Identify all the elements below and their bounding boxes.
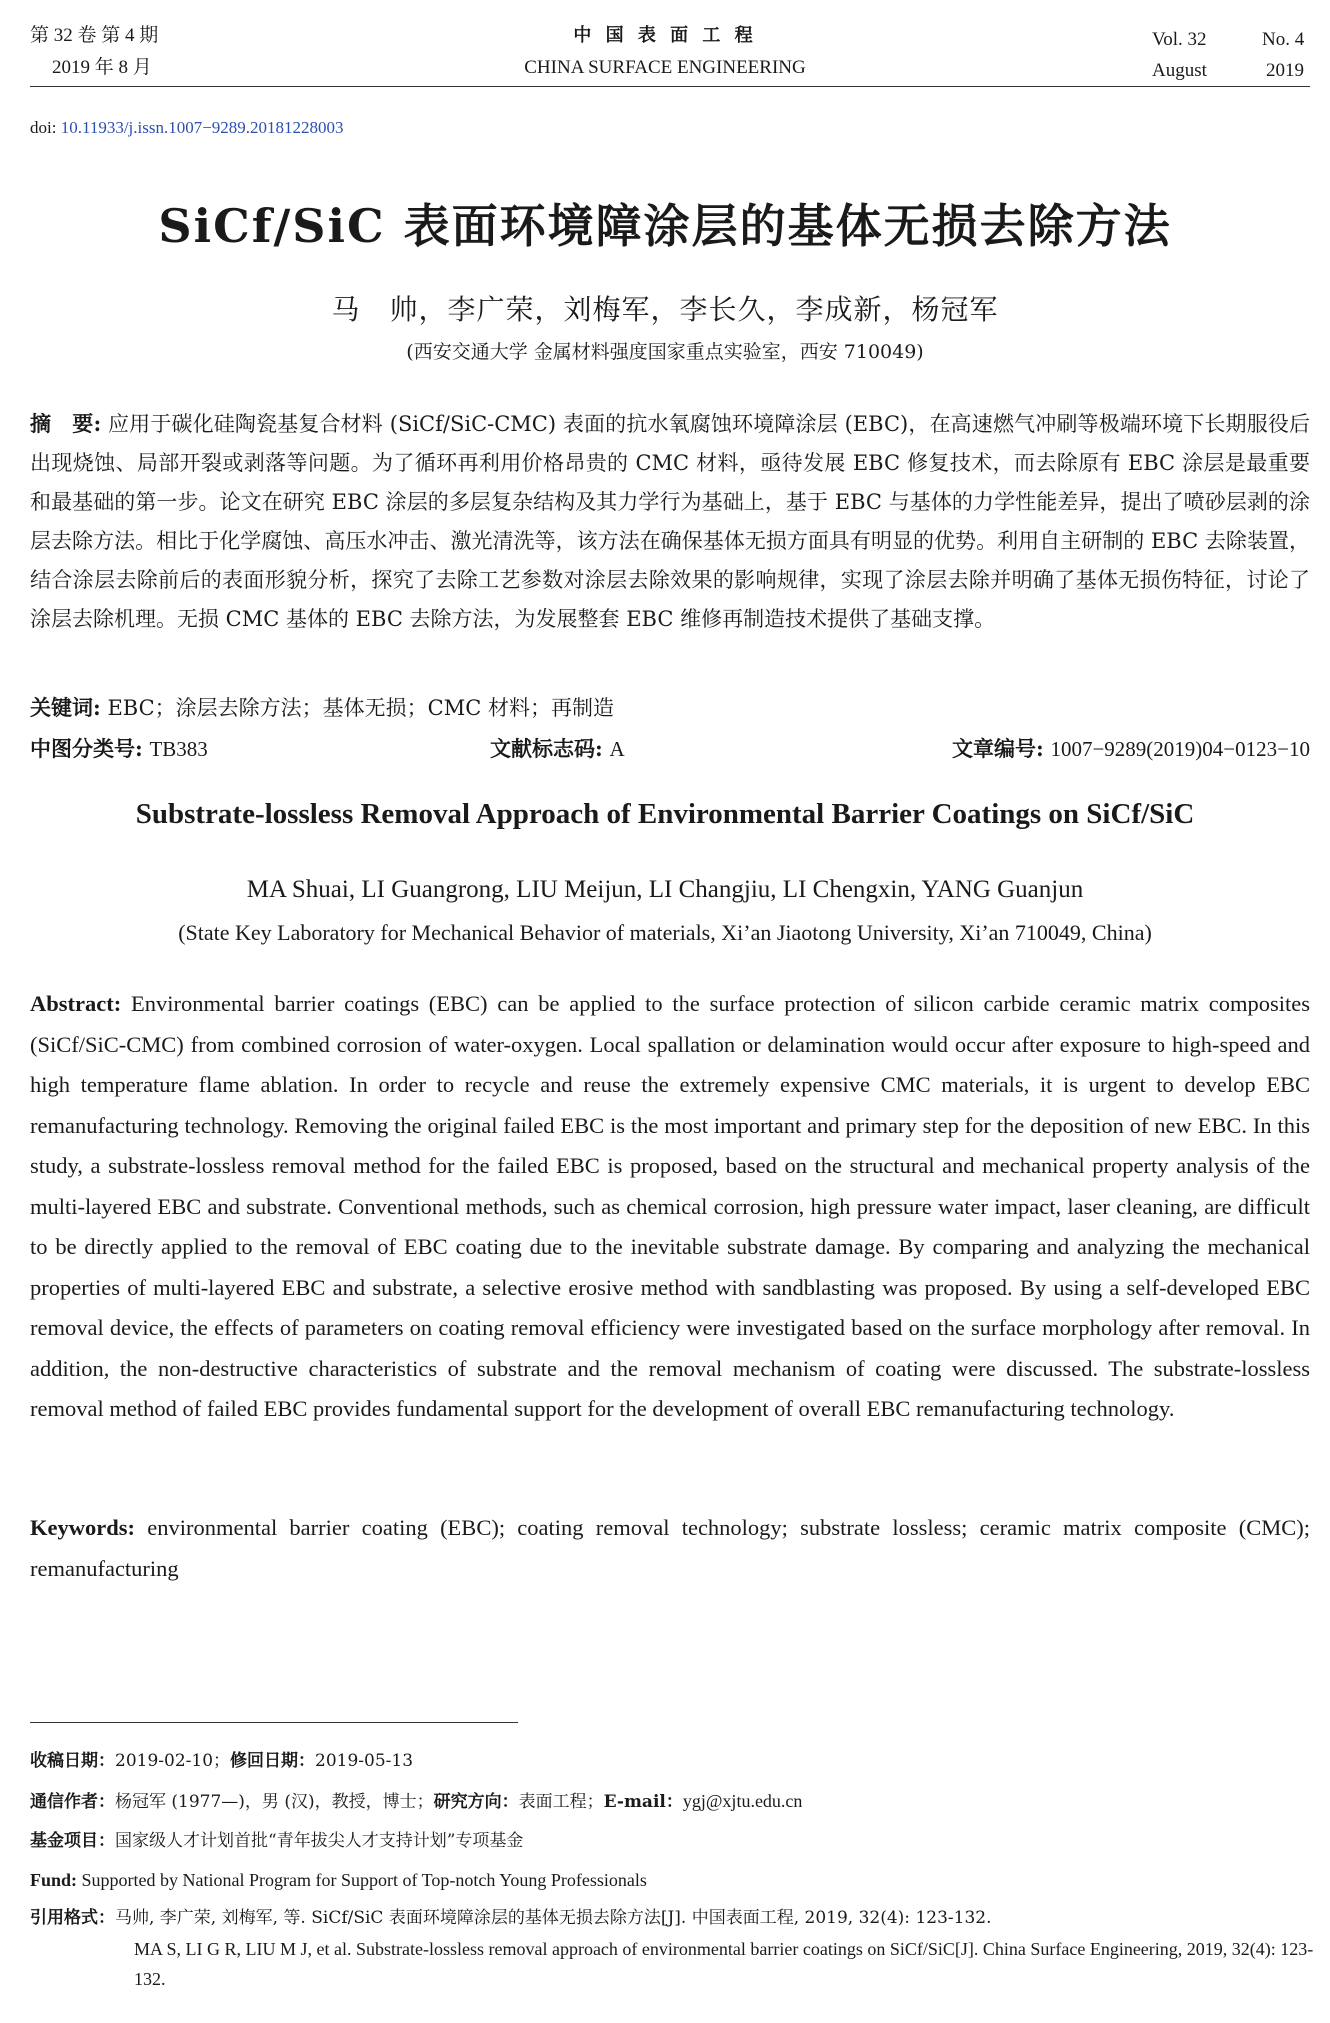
header-vol: Vol. 32 xyxy=(1152,29,1207,50)
abstract-en xyxy=(30,984,1310,1430)
abstract-cn-text: 应用于碳化硅陶瓷基复合材料 (SiCf/SiC-CMC) 表面的抗水氧腐蚀环境障涂层 (EBC)，在高速燃气冲刷等极端环境下长期服役后出现烧蚀、局部开裂或剥落等问题。为了循环再利用价格昂贵的 CMC 材料，亟待发展 EBC 修复技术，而去除原有 EBC 涂层是最重要和最基础的第一步。论文在研究 EBC 涂层的多层复杂结构及其力学行为基础上，基于 EBC 与基体的力学性能差异，提出了喷砂层剥的涂层去除方法。相比于化学腐蚀、高压水冲击、激光清洗等，该方法在确保基体无损方面具有明显的优势。利用自主研制的 EBC 去除装置，结合涂层去除前后的表面形貌分析，探究了去除工艺参数对涂层去除效果的影响规律，实现了涂层去除并明确了基体无损伤特征，讨论了涂层去除机理。无损 CMC 基体的 EBC 去除方法，为发展整套 EBC 维修再制造技术提供了基础支撑。 xyxy=(30,412,1310,631)
email-link[interactable]: ygj@xjtu.edu.cn xyxy=(682,1791,803,1811)
header-rule xyxy=(30,86,1310,87)
header-date-cn: 2019 年 8 月 xyxy=(52,57,152,78)
document-code: 文献标志码: A xyxy=(490,736,625,761)
header-no: No. 4 xyxy=(1262,29,1305,50)
keywords-en-text: environmental barrier coating (EBC); coating removal technology; substrate lossless; ceramic matrix composite (CMC); remanufacturing xyxy=(30,1515,1310,1581)
authors-cn: 马 帅，李广荣，刘梅军，李长久，李成新，杨冠军 xyxy=(331,293,999,326)
title-en: Substrate-lossless Removal Approach of Environmental Barrier Coatings on SiCf/SiC xyxy=(135,798,1195,830)
affiliation-en: (State Key Laboratory for Mechanical Behavior of materials, Xi’an Jiaotong University, Xi’an 710049, China) xyxy=(178,920,1152,945)
abstract-en-text: Environmental barrier coatings (EBC) can be applied to the surface protection of silicon carbide ceramic matrix composites (SiCf/SiC-CMC) from combined corrosion of water-oxygen. Local spallation or delamination would occur after exposure to high-speed and high temperature flame ablation. In order to recycle and reuse the extremely expensive CMC materials, it is urgent to develop EBC remanufacturing technology. Removing the original failed EBC is the most important and primary step for the deposition of new EBC. In this study, a substrate-lossless removal method for the failed EBC is proposed, based on the structural and mechanical property analysis of the multi-layered EBC and substrate. Conventional methods, such as chemical corrosion, high pressure water impact, laser cleaning, are difficult to be directly applied to the removal of EBC coating due to the inevitable substrate damage. By comparing and analyzing the mechanical properties of multi-layered EBC and substrate, a selective erosive method with sandblasting was proposed. By using a self-developed EBC removal device, the effects of parameters on coating removal efficiency were investigated based on the surface morphology after removal. In addition, the non-destructive characteristics of substrate and the removal mechanism of coating were discussed. The substrate-lossless removal method of failed EBC provides fundamental support for the development of overall EBC remanufacturing technology. xyxy=(30,991,1311,1421)
classification-row xyxy=(30,733,1310,767)
header-volume-cn: 第 32 卷 第 4 期 xyxy=(30,25,159,46)
keywords-en-label: Keywords: xyxy=(30,1515,135,1540)
citation-en: MA S, LI G R, LIU M J, et al. Substrate-lossless removal approach of environmental barrier coatings on SiCf/SiC[J]. China Surface Engineering, 2019, 32(4): 123-132. xyxy=(134,1939,1314,1989)
keywords-en xyxy=(30,1508,1310,1589)
doi-label: doi: xyxy=(30,118,57,137)
keywords-cn xyxy=(30,688,1310,728)
footnote-citation: 引用格式：马帅, 李广荣, 刘梅军, 等. SiCf/SiC 表面环境障涂层的基体无损去除方法[J]. 中国表面工程, 2019, 32(4): 123-132. MA S, LI G R, LIU M J, et al. Substrate-lossless removal approach of environmental barrier coatings on SiCf/SiC[J]. China Surface Engineering, 2019, 32(4): 123-132. xyxy=(30,1902,1320,1994)
doi-link[interactable]: 10.11933/j.issn.1007−9289.20181228003 xyxy=(60,118,344,137)
affiliation-cn: (西安交通大学 金属材料强度国家重点实验室，西安 710049) xyxy=(406,341,924,363)
header-journal-en: CHINA SURFACE ENGINEERING xyxy=(524,57,806,78)
title-cn: SiCf/SiC 表面环境障涂层的基体无损去除方法 xyxy=(158,199,1172,253)
footnote-corresponding: 通信作者：杨冠军 (1977—)，男 (汉)，教授，博士；研究方向：表面工程；E-mail：ygj@xjtu.edu.cn xyxy=(30,1791,803,1812)
keywords-cn-text: EBC；涂层去除方法；基体无损；CMC 材料；再制造 xyxy=(107,696,614,720)
article-number: 文章编号: 1007−9289(2019)04−0123−10 xyxy=(952,736,1310,761)
abstract-cn xyxy=(30,404,1310,639)
clc-code: 中图分类号: TB383 xyxy=(30,736,208,761)
header-year: 2019 xyxy=(1266,60,1304,81)
doi-line xyxy=(30,118,344,138)
footnote-rule xyxy=(30,1722,518,1723)
authors-en: MA Shuai, LI Guangrong, LIU Meijun, LI Changjiu, LI Chengxin, YANG Guanjun xyxy=(246,876,1084,903)
abstract-cn-label: 摘 要: xyxy=(30,411,102,436)
footnote-fund-en: Fund: Supported by National Program for Support of Top-notch Young Professionals xyxy=(30,1870,647,1890)
header-month: August xyxy=(1152,60,1207,81)
citation-cn: 马帅, 李广荣, 刘梅军, 等. SiCf/SiC 表面环境障涂层的基体无损去除方法[J]. 中国表面工程, 2019, 32(4): 123-132. xyxy=(115,1908,992,1928)
footnote-fund-cn: 基金项目：国家级人才计划首批“青年拔尖人才支持计划”专项基金 xyxy=(30,1831,524,1851)
header-journal-cn: 中 国 表 面 工 程 xyxy=(573,25,757,46)
keywords-cn-label: 关键词: xyxy=(30,695,101,720)
footnote-dates: 收稿日期：2019-02-10；修回日期：2019-05-13 xyxy=(30,1751,414,1771)
abstract-en-label: Abstract: xyxy=(30,991,122,1016)
